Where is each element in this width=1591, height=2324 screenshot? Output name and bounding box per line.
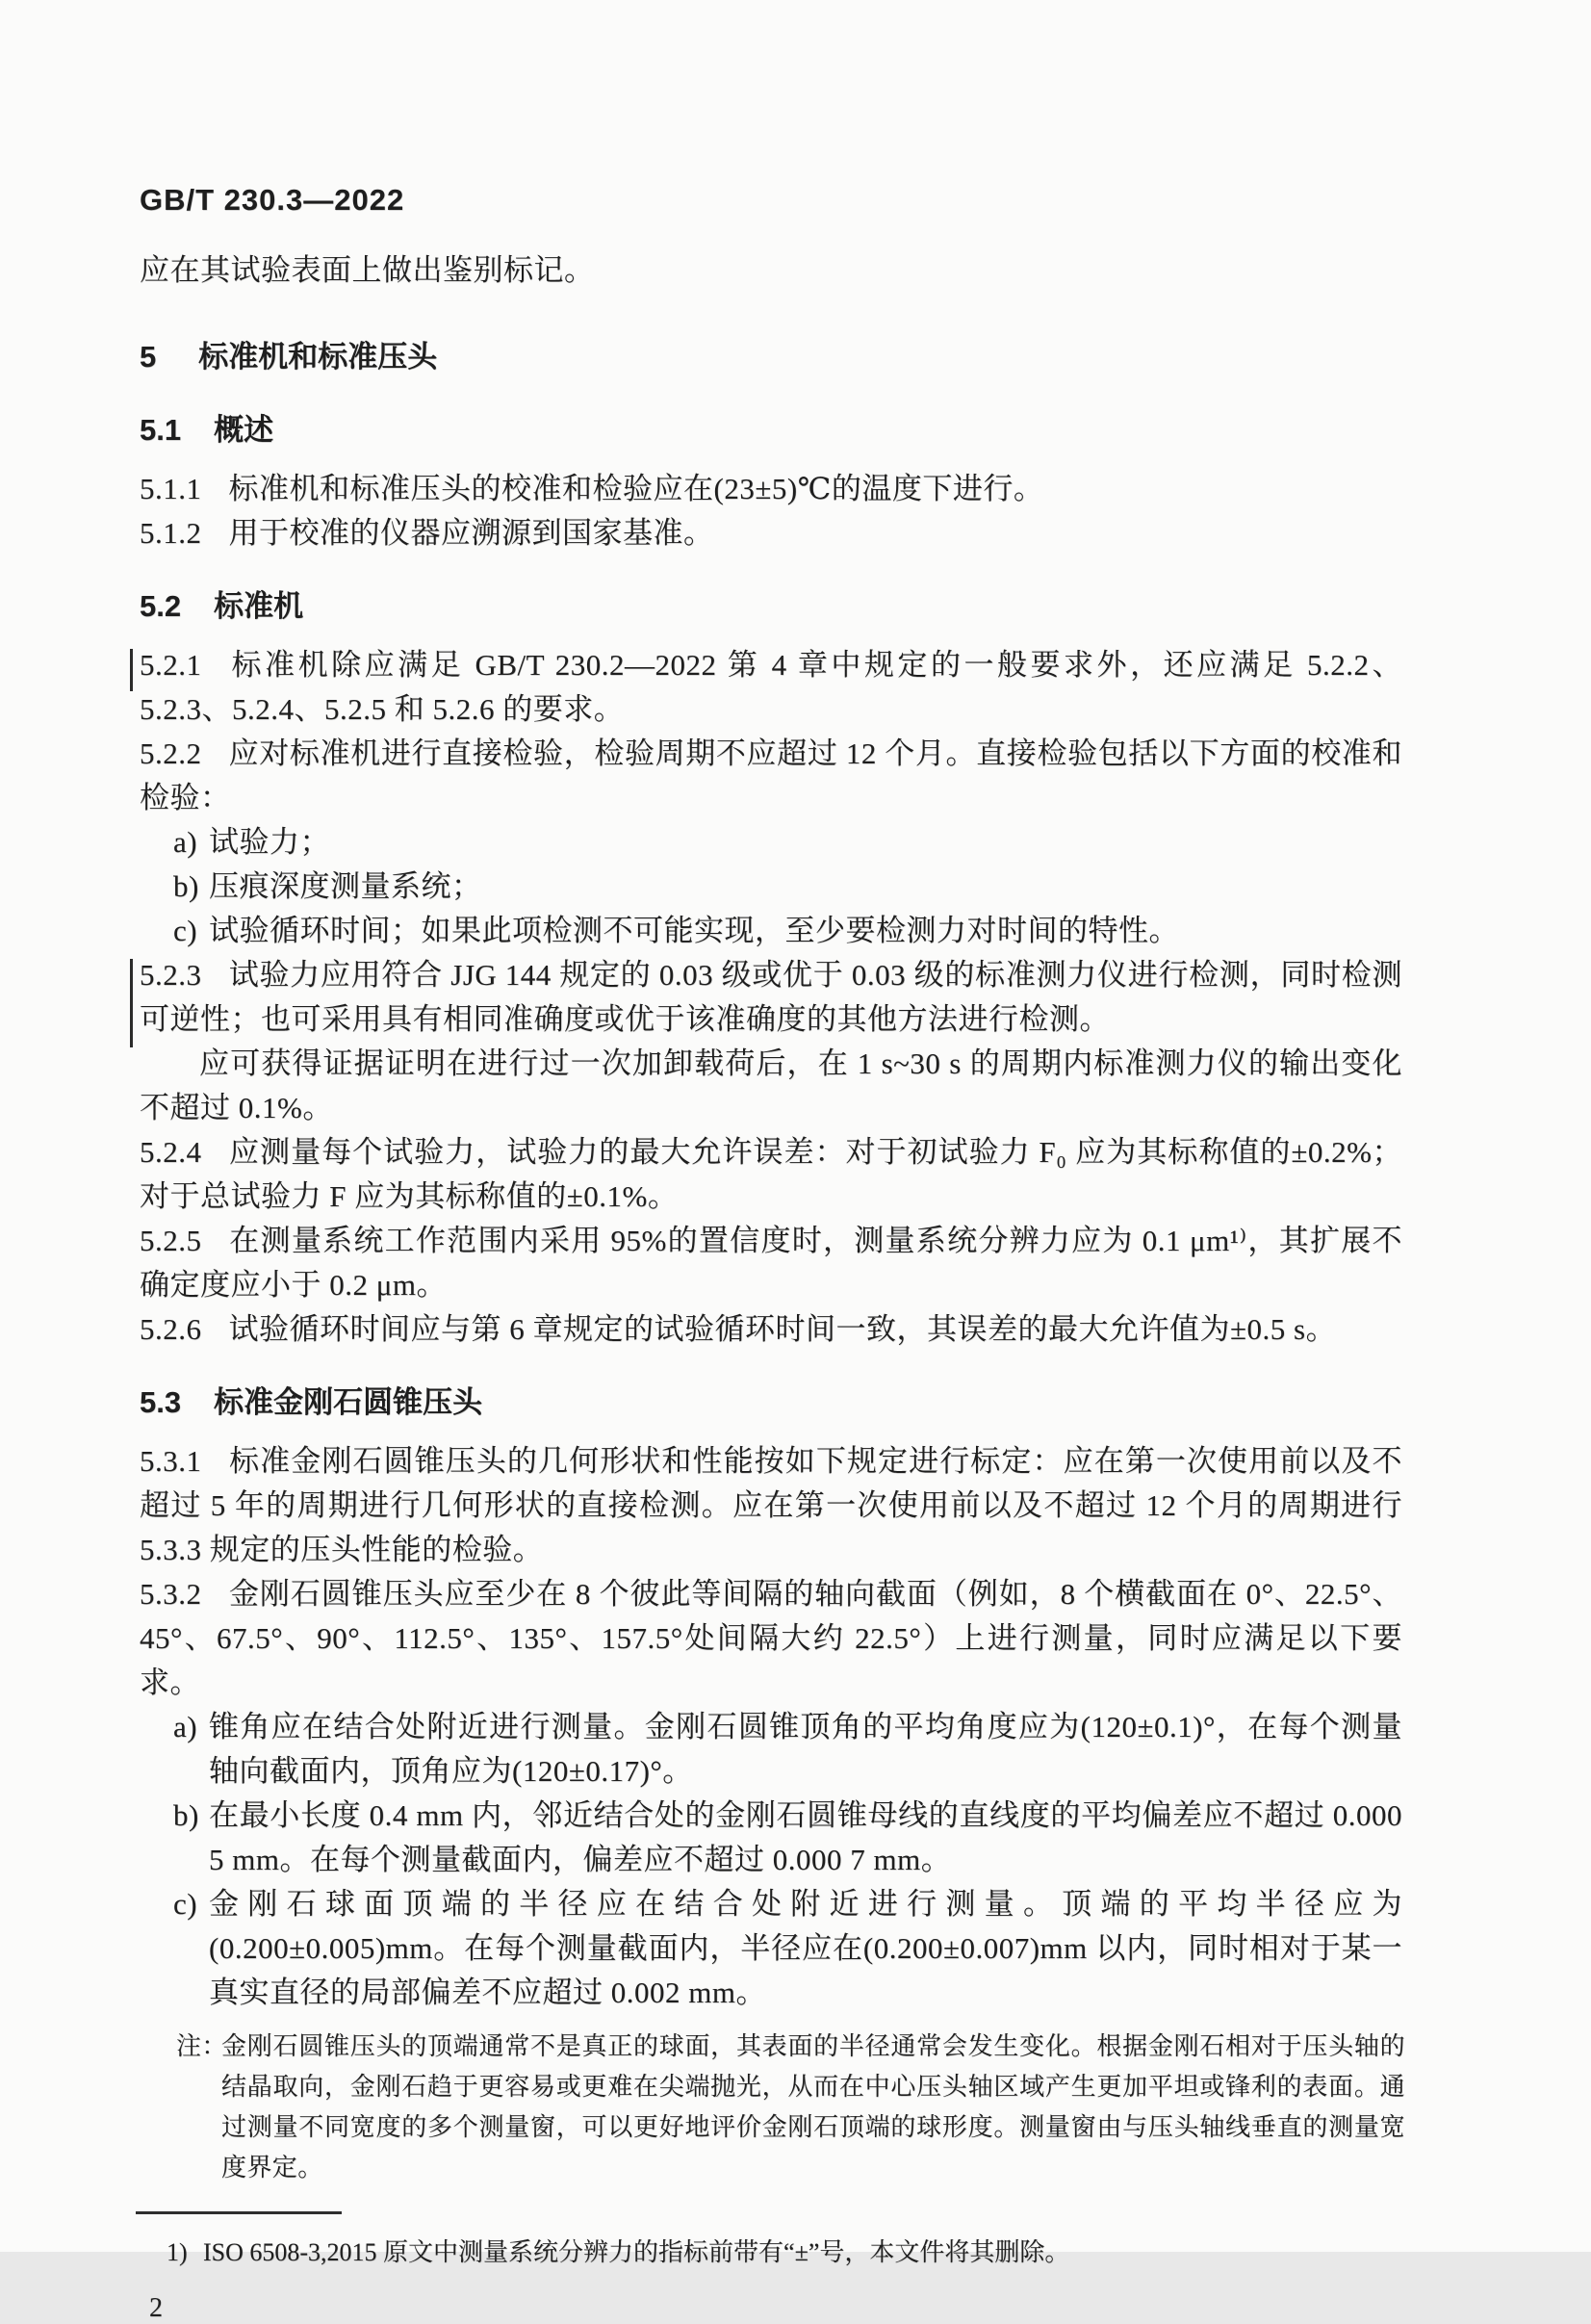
- clause-5-2-2: [140, 732, 1402, 820]
- section-5-2-heading: [140, 584, 1402, 629]
- list-item-text: 锥角应在结合处附近进行测量。金刚石圆锥顶角的平均角度应为(120±0.1)°，在每个测量轴向截面内，顶角应为(120±0.17)°。: [209, 1710, 1402, 1788]
- clause-5-2-1: [140, 643, 1402, 732]
- note-block: [176, 2027, 1405, 2188]
- page-content: [140, 0, 1405, 2324]
- clause-text: 应测量每个试验力，试验力的最大允许误差：对于初试验力 F₀ 应为其标称值的±0.2%；对于总试验力 F 应为其标称值的±0.1%。: [140, 1135, 1402, 1213]
- clause-number: 5.2.4: [140, 1135, 202, 1169]
- footnote-1: [167, 2234, 1339, 2272]
- clause-number: 5.2.5: [140, 1224, 202, 1257]
- section-5-3-heading: [140, 1381, 1402, 1425]
- footnote-marker: 1): [167, 2238, 188, 2266]
- list-item-a: [140, 1705, 1402, 1794]
- list-item-text: 试验循环时间；如果此项检测不可能实现，至少要检测力对时间的特性。: [209, 914, 1179, 947]
- list-item-a: [140, 820, 1402, 865]
- list-marker: a): [173, 825, 198, 859]
- footnote-separator: [136, 2211, 342, 2214]
- section-5-heading: [140, 335, 1402, 379]
- clause-5-2-4: [140, 1130, 1402, 1219]
- clause-number: 5.2.2: [140, 736, 202, 770]
- list-item-text: 金刚石球面顶端的半径应在结合处附近进行测量。顶端的平均半径应为(0.200±0.005)mm。在每个测量截面内，半径应在(0.200±0.007)mm 以内，同时相对于某一真实直径的局部偏差不应超过 0.002 mm。: [209, 1887, 1402, 2009]
- section-5-1-heading: [140, 408, 1402, 452]
- clause-5-3-2: [140, 1572, 1402, 1705]
- list-marker: c): [173, 1887, 198, 1921]
- section-number: 5: [140, 340, 157, 374]
- footnote-text: ISO 6508-3,2015 原文中测量系统分辨力的指标前带有“±”号，本文件将其删除。: [203, 2238, 1070, 2266]
- section-title: 概述: [214, 413, 274, 447]
- clause-5-2-5: [140, 1219, 1402, 1307]
- list-item-b: [140, 1794, 1402, 1882]
- list-item-c: [140, 909, 1402, 953]
- clause-text: 试验力应用符合 JJG 144 规定的 0.03 级或优于 0.03 级的标准测力仪进行检测，同时检测可逆性；也可采用具有相同准确度或优于该准确度的其他方法进行检测。: [140, 958, 1402, 1036]
- clause-text: 标准机除应满足 GB/T 230.2—2022 第 4 章中规定的一般要求外，还应满足 5.2.2、5.2.3、5.2.4、5.2.5 和 5.2.6 的要求。: [140, 648, 1402, 726]
- clause-5-3-1: [140, 1439, 1402, 1572]
- paragraph-intro: 应在其试验表面上做出鉴别标记。: [140, 253, 595, 287]
- clause-5-1-2: [140, 511, 1402, 555]
- clause-number: 5.3.2: [140, 1577, 202, 1611]
- clause-text: 金刚石圆锥压头应至少在 8 个彼此等间隔的轴向截面（例如，8 个横截面在 0°、22.5°、45°、67.5°、90°、112.5°、135°、157.5°处间隔大约 22.5°）上进行测量，同时应满足以下要求。: [140, 1577, 1402, 1699]
- note-label: 注：: [176, 2032, 227, 2060]
- clause-5-1-1: [140, 467, 1402, 511]
- list-item-text: 在最小长度 0.4 mm 内，邻近结合处的金刚石圆锥母线的直线度的平均偏差应不超过 0.000 5 mm。在每个测量截面内，偏差应不超过 0.000 7 mm。: [209, 1798, 1402, 1876]
- clause-5-2-3: [140, 953, 1402, 1042]
- clause-text: 应对标准机进行直接检验，检验周期不应超过 12 个月。直接检验包括以下方面的校准和检验：: [140, 736, 1402, 814]
- clause-5-2-3-paragraph-2: 应可获得证据证明在进行过一次加卸载荷后，在 1 s~30 s 的周期内标准测力仪的输出变化不超过 0.1%。: [140, 1046, 1402, 1124]
- list-item-b: [140, 865, 1402, 909]
- list-marker: a): [173, 1710, 198, 1743]
- clause-number: 5.2.6: [140, 1312, 202, 1346]
- list-item-c: [140, 1882, 1402, 2015]
- page-number: 2: [149, 2293, 163, 2323]
- list-marker: c): [173, 914, 198, 947]
- clause-text: 用于校准的仪器应溯源到国家基准。: [228, 516, 714, 550]
- clause-number: 5.2.1: [140, 648, 202, 682]
- clause-text: 试验循环时间应与第 6 章规定的试验循环时间一致，其误差的最大允许值为±0.5 s。: [228, 1312, 1337, 1346]
- section-number: 5.1: [140, 413, 182, 447]
- clause-text: 在测量系统工作范围内采用 95%的置信度时，测量系统分辨力应为 0.1 μm¹⁾，其扩展不确定度应小于 0.2 μm。: [140, 1224, 1402, 1302]
- section-title: 标准金刚石圆锥压头: [214, 1385, 483, 1419]
- clause-number: 5.1.2: [140, 516, 202, 550]
- list-item-text: 试验力；: [209, 825, 330, 859]
- section-title: 标准机和标准压头: [198, 340, 438, 374]
- standard-number-header: GB/T 230.3—2022: [140, 183, 405, 217]
- clause-text: 标准金刚石圆锥压头的几何形状和性能按如下规定进行标定：应在第一次使用前以及不超过 5 年的周期进行几何形状的直接检测。应在第一次使用前以及不超过 12 个月的周期进行 5.3.3 规定的压头性能的检验。: [140, 1444, 1402, 1566]
- section-number: 5.2: [140, 589, 182, 623]
- clause-text: 标准机和标准压头的校准和检验应在(23±5)℃的温度下进行。: [228, 472, 1044, 505]
- clause-number: 5.2.3: [140, 958, 202, 992]
- list-marker: b): [173, 869, 199, 903]
- clause-5-2-6: [140, 1307, 1402, 1352]
- section-title: 标准机: [214, 589, 304, 623]
- list-marker: b): [173, 1798, 199, 1832]
- clause-number: 5.1.1: [140, 472, 202, 505]
- list-item-text: 压痕深度测量系统；: [209, 869, 482, 903]
- section-number: 5.3: [140, 1385, 182, 1419]
- clause-number: 5.3.1: [140, 1444, 202, 1478]
- note-text: 金刚石圆锥压头的顶端通常不是真正的球面，其表面的半径通常会发生变化。根据金刚石相对于压头轴的结晶取向，金刚石趋于更容易或更难在尖端抛光，从而在中心压头轴区域产生更加平坦或锋利的表面。通过测量不同宽度的多个测量窗，可以更好地评价金刚石顶端的球形度。测量窗由与压头轴线垂直的测量宽度界定。: [221, 2032, 1405, 2182]
